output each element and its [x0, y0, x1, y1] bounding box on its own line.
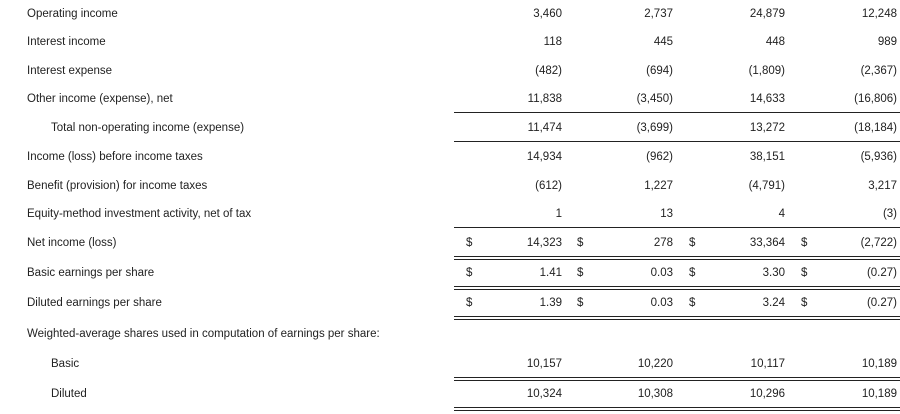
rule — [565, 286, 677, 287]
value: 10,189 — [861, 358, 897, 370]
rule — [677, 259, 789, 260]
table-row-interest-income — [0, 31, 900, 53]
value: 0.03 — [650, 297, 673, 309]
value-cell — [565, 31, 685, 53]
value: 0.03 — [650, 267, 673, 279]
row-label: Other income (expense), net — [27, 93, 173, 105]
value: 24,879 — [749, 8, 785, 20]
currency-symbol: $ — [466, 297, 473, 309]
rule — [789, 377, 900, 378]
rule — [677, 316, 789, 317]
rule — [454, 227, 566, 228]
currency-symbol: $ — [689, 267, 696, 279]
table-row-diluted-eps — [0, 292, 900, 314]
value: 11,838 — [527, 93, 562, 105]
value: 4 — [778, 208, 785, 220]
rule — [565, 227, 677, 228]
rule — [677, 407, 789, 408]
value-cell — [789, 88, 900, 110]
table-row-other-income — [0, 88, 900, 110]
value-cell — [454, 88, 574, 110]
value-cell — [565, 292, 685, 314]
row-label: Income (loss) before income taxes — [27, 151, 203, 163]
rule — [454, 380, 566, 381]
value: 10,157 — [526, 358, 562, 370]
value-cell — [565, 3, 685, 25]
rule — [565, 410, 677, 411]
value: (2,367) — [860, 65, 897, 77]
currency-symbol: $ — [801, 267, 808, 279]
table-row-net-income — [0, 232, 900, 254]
value: 1,227 — [644, 180, 673, 192]
value: 3.30 — [762, 267, 785, 279]
rule — [789, 286, 900, 287]
rule — [454, 259, 566, 260]
value: 445 — [653, 36, 673, 48]
rule — [454, 141, 566, 142]
value: 13,272 — [749, 122, 785, 134]
value-cell — [565, 60, 685, 82]
value-cell — [789, 31, 900, 53]
value-cell — [454, 262, 574, 284]
rule — [565, 380, 677, 381]
currency-symbol: $ — [466, 267, 473, 279]
value: (0.27) — [866, 297, 897, 309]
value-cell — [677, 232, 797, 254]
value-cell — [454, 31, 574, 53]
rule — [565, 256, 677, 257]
value-cell — [677, 262, 797, 284]
value: 3,460 — [533, 8, 562, 20]
currency-symbol: $ — [689, 237, 696, 249]
value-cell — [565, 88, 685, 110]
table-row-income-taxes — [0, 175, 900, 197]
row-label: Operating income — [27, 8, 118, 20]
rule — [565, 259, 677, 260]
value: 10,296 — [749, 388, 785, 400]
rule — [565, 141, 677, 142]
value: 14,934 — [526, 151, 562, 163]
value: 13 — [660, 208, 673, 220]
row-label: Benefit (provision) for income taxes — [27, 180, 208, 192]
value: 10,117 — [750, 358, 785, 370]
value: 1.39 — [539, 297, 562, 309]
rule — [677, 319, 789, 320]
value-cell — [565, 117, 685, 139]
row-label: Interest income — [27, 36, 106, 48]
value: 10,220 — [637, 358, 673, 370]
rule — [454, 289, 566, 290]
rule — [454, 407, 566, 408]
rule — [454, 316, 566, 317]
value-cell — [454, 175, 574, 197]
table-row-interest-expense — [0, 60, 900, 82]
value-cell — [677, 292, 797, 314]
value-cell — [454, 383, 574, 405]
currency-symbol: $ — [577, 237, 584, 249]
value: 3.24 — [762, 297, 785, 309]
value: (3,450) — [636, 93, 673, 105]
value: 33,364 — [749, 237, 785, 249]
rule — [789, 407, 900, 408]
rule — [565, 316, 677, 317]
section-heading: Weighted-average shares used in computation of earnings per share: — [27, 328, 380, 340]
value: 11,474 — [527, 122, 562, 134]
value-cell — [565, 146, 685, 168]
table-row-basic-eps — [0, 262, 900, 284]
rule — [789, 316, 900, 317]
rule — [565, 289, 677, 290]
currency-symbol: $ — [801, 297, 808, 309]
rule — [454, 112, 566, 113]
value-cell — [677, 3, 797, 25]
rule — [565, 112, 677, 113]
value-cell — [677, 203, 797, 225]
value-cell — [565, 383, 685, 405]
rule — [454, 410, 566, 411]
value: 989 — [877, 36, 897, 48]
rule — [677, 112, 789, 113]
value-cell — [454, 146, 574, 168]
value-cell — [565, 353, 685, 375]
value-cell — [789, 292, 900, 314]
rule — [565, 377, 677, 378]
rule — [565, 407, 677, 408]
row-label: Basic earnings per share — [27, 267, 155, 279]
value-cell — [454, 292, 574, 314]
rule — [454, 377, 566, 378]
table-row-weighted-average-heading — [0, 323, 900, 345]
row-label: Interest expense — [27, 65, 113, 77]
value-cell — [789, 262, 900, 284]
value: (962) — [646, 151, 673, 163]
value-cell — [789, 353, 900, 375]
table-row-equity-method — [0, 203, 900, 225]
row-label: Diluted — [51, 388, 87, 400]
row-label: Equity-method investment activity, net of tax — [27, 208, 252, 220]
value-cell — [789, 203, 900, 225]
value: 10,324 — [526, 388, 562, 400]
value: 448 — [765, 36, 785, 48]
value-cell — [789, 60, 900, 82]
value-cell — [789, 3, 900, 25]
table-row-income-before-taxes — [0, 146, 900, 168]
table-row-basic-shares — [0, 353, 900, 375]
value-cell — [454, 353, 574, 375]
row-label: Basic — [51, 358, 80, 370]
table-row-diluted-shares — [0, 383, 900, 405]
value: 278 — [653, 237, 673, 249]
rule — [789, 259, 900, 260]
value: (3,699) — [636, 122, 673, 134]
table-row-total-non-operating — [0, 117, 900, 139]
rule — [789, 227, 900, 228]
currency-symbol: $ — [577, 297, 584, 309]
value: 10,189 — [861, 388, 897, 400]
value-cell — [677, 353, 797, 375]
rule — [789, 256, 900, 257]
value: 14,633 — [749, 93, 785, 105]
value: (0.27) — [866, 267, 897, 279]
value: 14,323 — [526, 237, 562, 249]
value: 118 — [543, 36, 562, 48]
value-cell — [789, 232, 900, 254]
value-cell — [677, 60, 797, 82]
value: (18,184) — [854, 122, 897, 134]
rule — [565, 319, 677, 320]
value: 1 — [555, 208, 562, 220]
value: (4,791) — [748, 180, 785, 192]
rule — [789, 141, 900, 142]
value: (612) — [535, 180, 562, 192]
value-cell — [454, 117, 574, 139]
rule — [677, 410, 789, 411]
value-cell — [565, 232, 685, 254]
value-cell — [565, 203, 685, 225]
rule — [677, 227, 789, 228]
currency-symbol: $ — [689, 297, 696, 309]
value: 1.41 — [539, 267, 562, 279]
rule — [677, 380, 789, 381]
value-cell — [454, 3, 574, 25]
value: 10,308 — [637, 388, 673, 400]
currency-symbol: $ — [801, 237, 808, 249]
currency-symbol: $ — [466, 237, 473, 249]
rule — [789, 112, 900, 113]
row-label: Diluted earnings per share — [27, 297, 162, 309]
rule — [677, 256, 789, 257]
currency-symbol: $ — [577, 267, 584, 279]
value: 2,737 — [644, 8, 673, 20]
value: (2,722) — [860, 237, 897, 249]
value: (482) — [535, 65, 562, 77]
rule — [454, 256, 566, 257]
value-cell — [677, 88, 797, 110]
value-cell — [454, 60, 574, 82]
value-cell — [565, 175, 685, 197]
value: (5,936) — [860, 151, 897, 163]
value: 12,248 — [861, 8, 897, 20]
rule — [789, 410, 900, 411]
value-cell — [677, 31, 797, 53]
table-row-operating-income — [0, 3, 900, 25]
rule — [789, 289, 900, 290]
value-cell — [677, 175, 797, 197]
value-cell — [565, 262, 685, 284]
row-label: Net income (loss) — [27, 237, 117, 249]
value-cell — [454, 232, 574, 254]
value: (16,806) — [854, 93, 897, 105]
value-cell — [677, 117, 797, 139]
rule — [677, 377, 789, 378]
value-cell — [789, 175, 900, 197]
value-cell — [677, 383, 797, 405]
row-label: Total non-operating income (expense) — [51, 122, 245, 134]
value-cell — [454, 203, 574, 225]
value-cell — [789, 383, 900, 405]
value: 3,217 — [868, 180, 897, 192]
value-cell — [789, 146, 900, 168]
value: 38,151 — [749, 151, 785, 163]
value: (694) — [646, 65, 673, 77]
value: (3) — [882, 208, 897, 220]
value-cell — [677, 146, 797, 168]
rule — [454, 319, 566, 320]
rule — [677, 289, 789, 290]
rule — [677, 286, 789, 287]
rule — [454, 286, 566, 287]
rule — [677, 141, 789, 142]
rule — [789, 380, 900, 381]
value-cell — [789, 117, 900, 139]
value: (1,809) — [748, 65, 785, 77]
rule — [789, 319, 900, 320]
